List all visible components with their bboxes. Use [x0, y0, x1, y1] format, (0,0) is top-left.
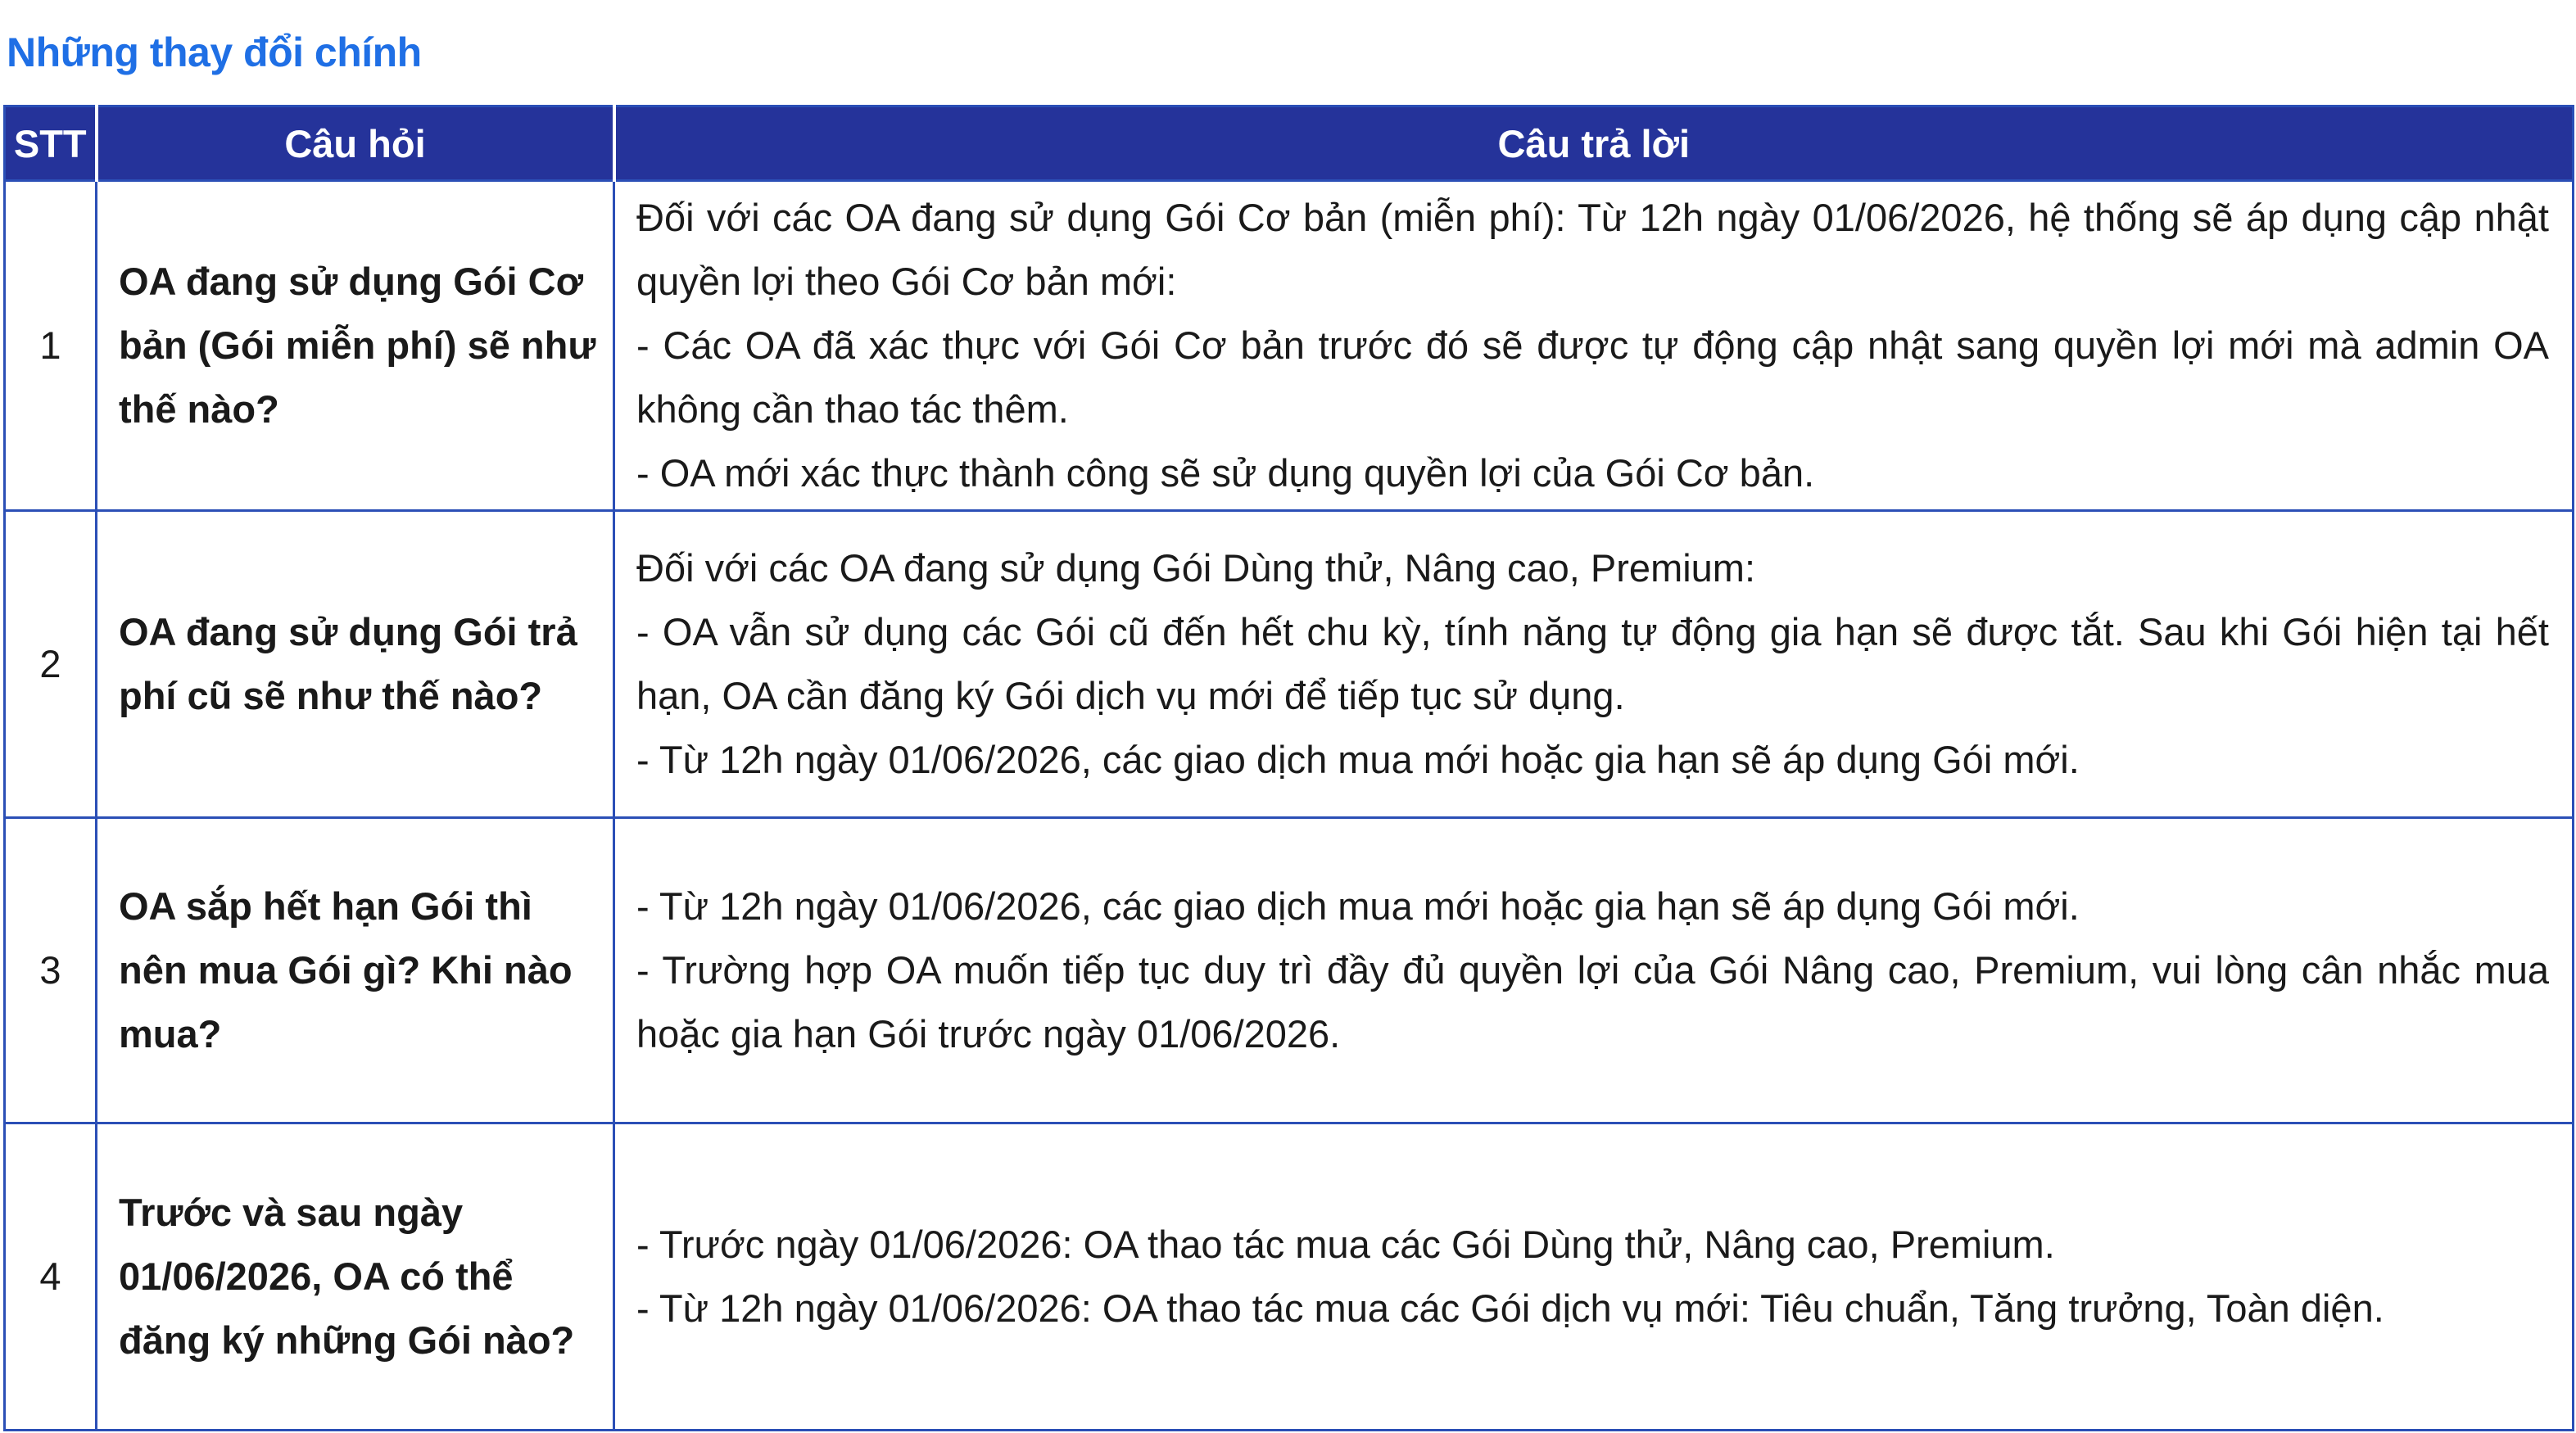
question-cell: OA đang sử dụng Gói trả phí cũ sẽ như thế nào? [97, 511, 614, 818]
answer-line: - Các OA đã xác thực với Gói Cơ bản trước đó sẽ được tự động cập nhật sang quyền lợi mới mà admin OA không cần thao tác thêm. [636, 323, 2549, 431]
question-cell: Trước và sau ngày 01/06/2026, OA có thể đăng ký những Gói nào? [97, 1123, 614, 1431]
answer-cell [614, 511, 2574, 818]
question-cell: OA đang sử dụng Gói Cơ bản (Gói miễn phí) sẽ như thế nào? [97, 181, 614, 511]
answer-line: - Trước ngày 01/06/2026: OA thao tác mua các Gói Dùng thử, Nâng cao, Premium. [636, 1223, 2055, 1266]
table-header-row [5, 106, 2574, 181]
row-number: 2 [5, 511, 97, 818]
answer-line: Đối với các OA đang sử dụng Gói Cơ bản (miễn phí): Từ 12h ngày 01/06/2026, hệ thống sẽ áp dụng cập nhật quyền lợi theo Gói Cơ bản mới: [636, 196, 2549, 303]
question-cell: OA sắp hết hạn Gói thì nên mua Gói gì? Khi nào mua? [97, 818, 614, 1123]
answer-line: - Từ 12h ngày 01/06/2026, các giao dịch mua mới hoặc gia hạn sẽ áp dụng Gói mới. [636, 738, 2080, 781]
section-title: Những thay đổi chính [7, 29, 422, 75]
header-answer: Câu trả lời [614, 106, 2574, 181]
answer-line: Đối với các OA đang sử dụng Gói Dùng thử, Nâng cao, Premium: [636, 546, 1756, 590]
faq-table [3, 105, 2574, 1431]
answer-line: - OA vẫn sử dụng các Gói cũ đến hết chu kỳ, tính năng tự động gia hạn sẽ được tắt. Sau khi Gói hiện tại hết hạn, OA cần đăng ký Gói dịch vụ mới để tiếp tục sử dụng. [636, 610, 2549, 717]
table-row [5, 818, 2574, 1123]
row-number: 1 [5, 181, 97, 511]
row-number: 4 [5, 1123, 97, 1431]
header-stt: STT [5, 106, 97, 181]
table-row [5, 511, 2574, 818]
row-number: 3 [5, 818, 97, 1123]
header-question: Câu hỏi [97, 106, 614, 181]
answer-line: - Từ 12h ngày 01/06/2026: OA thao tác mua các Gói dịch vụ mới: Tiêu chuẩn, Tăng trưởng, Toàn diện. [636, 1286, 2384, 1330]
answer-line: - Trường hợp OA muốn tiếp tục duy trì đầy đủ quyền lợi của Gói Nâng cao, Premium, vui lòng cân nhắc mua hoặc gia hạn Gói trước ngày 01/06/2026. [636, 948, 2549, 1056]
answer-cell [614, 1123, 2574, 1431]
answer-cell [614, 181, 2574, 511]
table-row [5, 1123, 2574, 1431]
answer-line: - OA mới xác thực thành công sẽ sử dụng quyền lợi của Gói Cơ bản. [636, 451, 1815, 495]
table-row [5, 181, 2574, 511]
answer-line: - Từ 12h ngày 01/06/2026, các giao dịch mua mới hoặc gia hạn sẽ áp dụng Gói mới. [636, 884, 2080, 928]
answer-cell [614, 818, 2574, 1123]
